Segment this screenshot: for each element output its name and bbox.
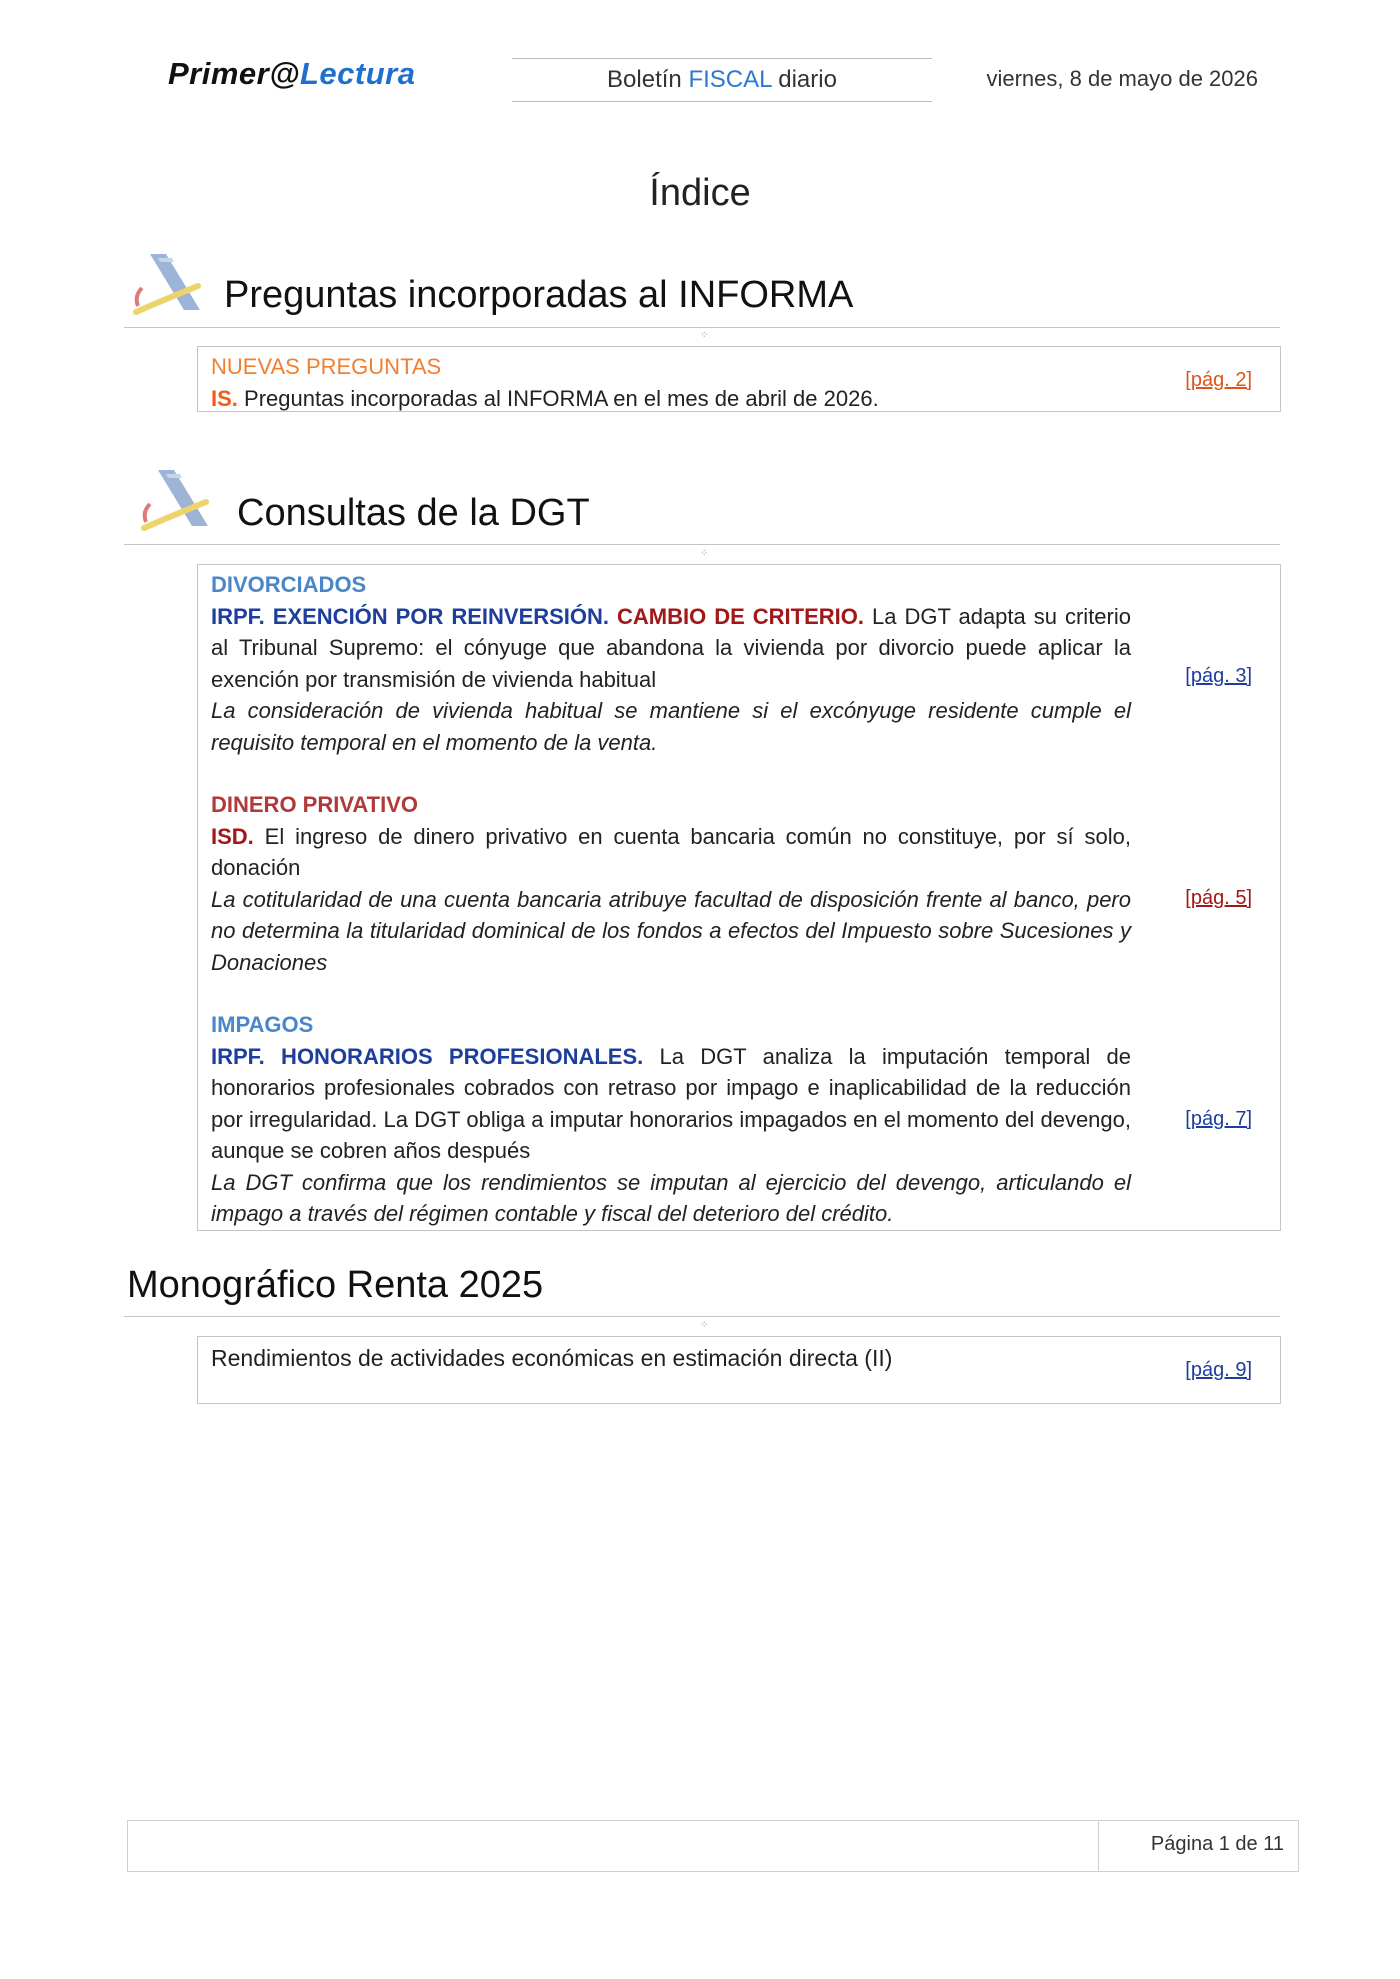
section-informa-title: Preguntas incorporadas al INFORMA — [224, 274, 854, 316]
entry-category: DINERO PRIVATIVO — [211, 792, 418, 817]
list-item — [211, 1343, 1131, 1375]
list-item — [211, 351, 1131, 414]
entry-category: DIVORCIADOS — [211, 572, 367, 597]
entry-tag: IS. — [211, 385, 238, 411]
entry-text: El ingreso de dinero privativo en cuenta bancaria común no constituye, por sí solo, donación — [211, 823, 1131, 880]
list-item — [211, 789, 1131, 978]
entry-tag: IRPF. HONORARIOS PROFESIONALES. — [211, 1043, 644, 1069]
page-link-3[interactable]: [pág. 3] — [1185, 665, 1252, 687]
section-renta-title: Monográfico Renta 2025 — [127, 1264, 544, 1306]
anchor-icon: ⁘ — [700, 330, 709, 341]
section-informa-heading — [124, 252, 1280, 328]
entry-tag2: CAMBIO DE CRITERIO. — [609, 603, 864, 629]
page-link-5[interactable]: [pág. 5] — [1185, 887, 1252, 909]
entry-text: Rendimientos de actividades económicas en estimación directa (II) — [211, 1345, 893, 1371]
page-link-9[interactable]: [pág. 9] — [1185, 1359, 1252, 1381]
brand-logo — [168, 56, 415, 92]
index-title: Índice — [649, 172, 751, 214]
renta-box — [197, 1336, 1281, 1404]
section-renta-heading — [124, 1262, 1280, 1317]
brand-part1: Primer@ — [168, 56, 300, 91]
bulletin-part2: FISCAL — [688, 66, 772, 93]
entry-category: IMPAGOS — [211, 1012, 314, 1037]
informa-box — [197, 346, 1281, 412]
section-dgt-title: Consultas de la DGT — [237, 492, 590, 534]
list-item — [211, 569, 1131, 758]
dgt-box — [197, 564, 1281, 1231]
entry-category: NUEVAS PREGUNTAS — [211, 354, 442, 379]
section-dgt-heading — [124, 468, 1280, 545]
entry-summary: La consideración de vivienda habitual se mantiene si el excónyuge residente cumple el requisito temporal en el momento de la venta. — [211, 698, 1131, 755]
page-number: Página 1 de 11 — [1150, 1833, 1284, 1855]
brand-part2: Lectura — [299, 56, 416, 91]
page-footer — [127, 1820, 1299, 1872]
entry-summary: La DGT confirma que los rendimientos se imputan al ejercicio del devengo, articulando el impago a través del régimen contable y fiscal del deterioro del crédito. — [211, 1169, 1131, 1226]
entry-text: Preguntas incorporadas al INFORMA en el mes de abril de 2026. — [237, 385, 879, 411]
entry-summary: La cotitularidad de una cuenta bancaria atribuye facultad de disposición frente al banco, pero no determina la titularidad dominical de los fondos a efectos del Impuesto sobre Sucesiones y Donaciones — [211, 886, 1131, 975]
page-link-2[interactable]: [pág. 2] — [1185, 369, 1252, 391]
anchor-icon: ⁘ — [700, 548, 709, 559]
entry-tag: IRPF. EXENCIÓN POR REINVERSIÓN. — [211, 603, 610, 629]
list-item — [211, 1009, 1131, 1230]
entry-tag: ISD. — [211, 823, 254, 849]
page-link-7[interactable]: [pág. 7] — [1185, 1108, 1252, 1130]
bulletin-part1: Boletín — [607, 66, 689, 93]
anchor-icon: ⁘ — [700, 1320, 709, 1331]
header-date: viernes, 8 de mayo de 2026 — [986, 66, 1258, 91]
entry-text: La DGT analiza la imputación temporal de honorarios profesionales cobrados con retraso por impago e inaplicabilidad de la reducción por irregularidad. La DGT obliga a imputar honorarios impagados en el momento del devengo, aunque se cobren años después — [211, 1043, 1132, 1163]
bulletin-part3: diario — [771, 66, 837, 93]
bulletin-title — [512, 58, 932, 102]
footer-divider — [1098, 1821, 1099, 1871]
entry-text: La DGT adapta su criterio al Tribunal Supremo: el cónyuge que abandona la vivienda por divorcio puede aplicar la exención por transmisión de vivienda habitual — [211, 603, 1131, 692]
